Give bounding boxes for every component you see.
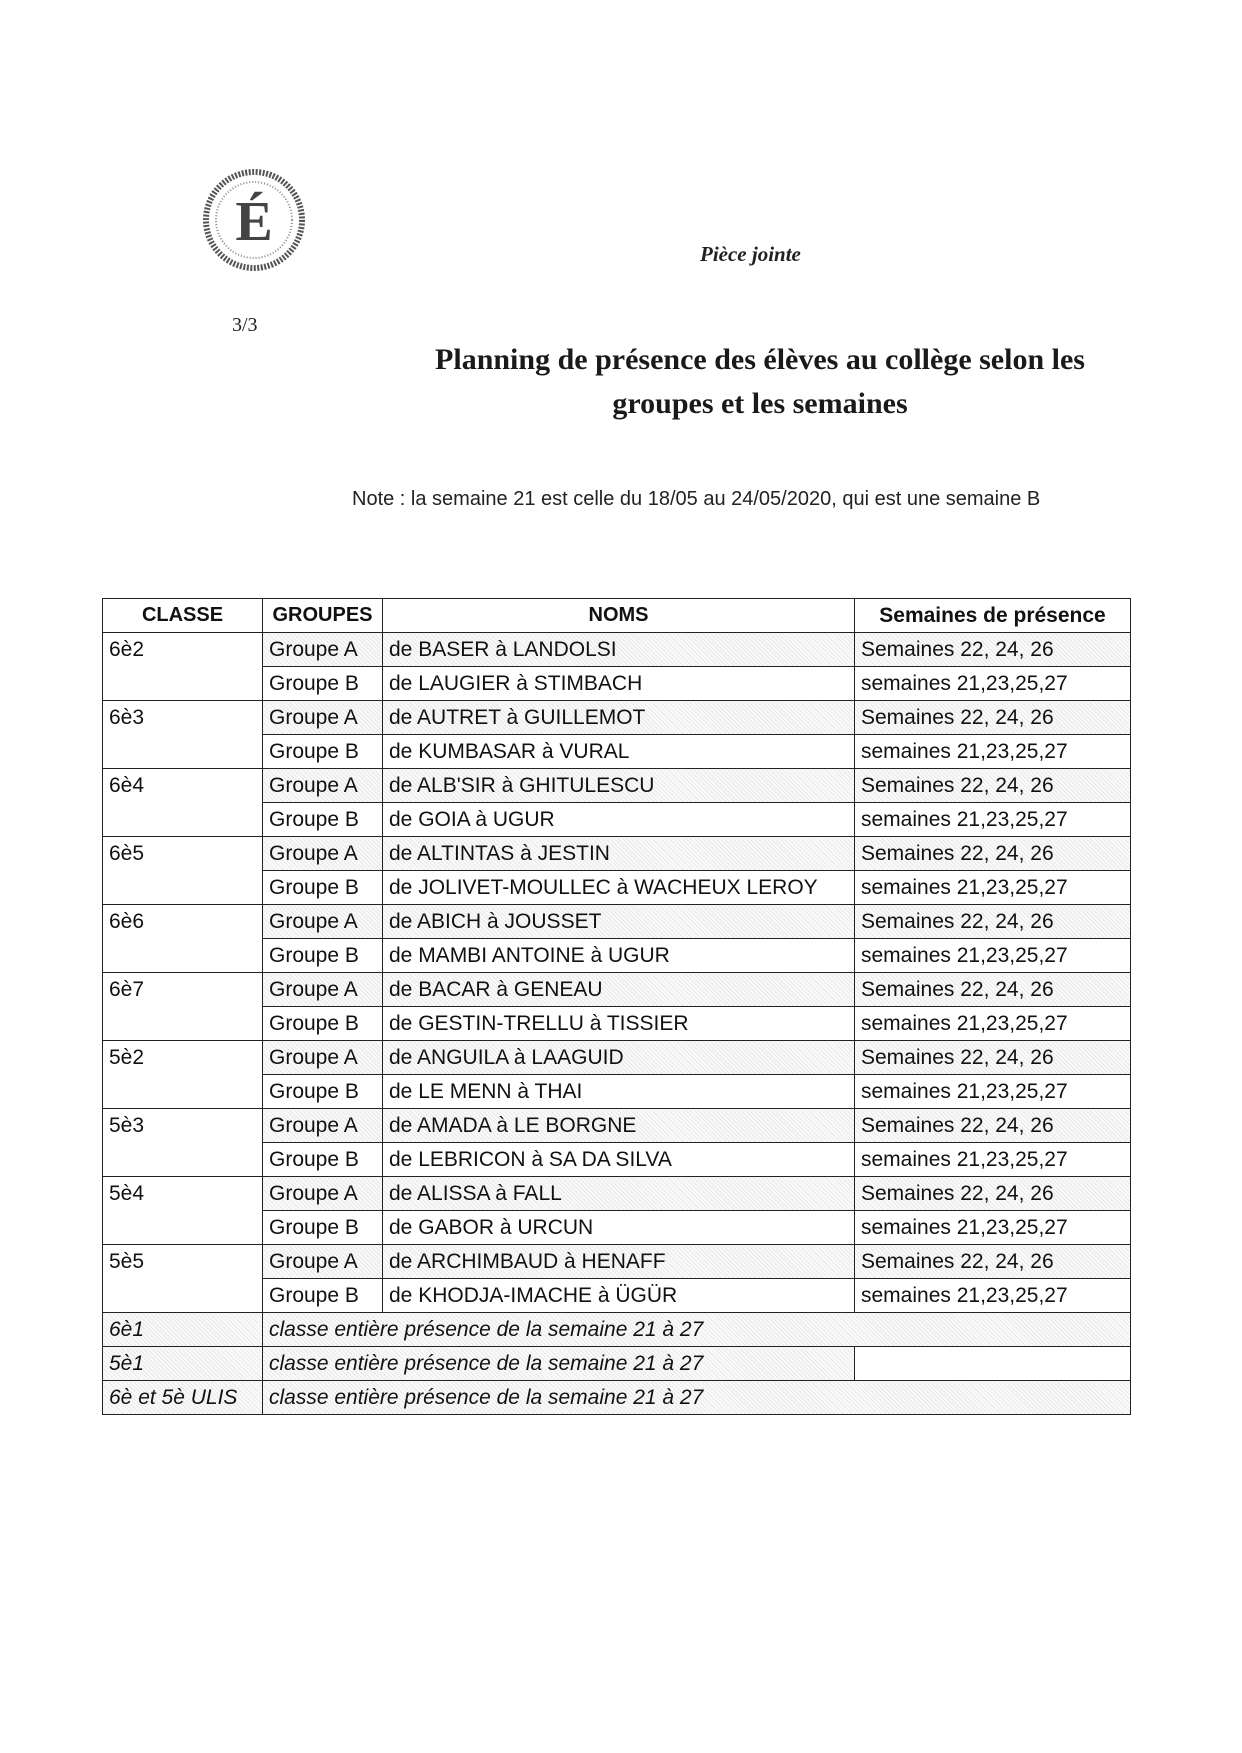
- cell-noms: de ANGUILA à LAAGUID: [383, 1041, 855, 1075]
- table-row: [103, 1041, 1131, 1075]
- cell-noms: de ALTINTAS à JESTIN: [383, 837, 855, 871]
- cell-groupe: Groupe A: [263, 1245, 383, 1279]
- cell-semaines: semaines 21,23,25,27: [855, 1143, 1131, 1177]
- cell-classe: 5è1: [103, 1347, 263, 1381]
- table-row-full-class: [103, 1313, 1131, 1347]
- cell-groupe: Groupe A: [263, 973, 383, 1007]
- cell-groupe: Groupe B: [263, 735, 383, 769]
- cell-classe: [103, 1075, 263, 1109]
- cell-classe: 5è5: [103, 1245, 263, 1279]
- table-row-full-class: [103, 1347, 1131, 1381]
- cell-noms: de AUTRET à GUILLEMOT: [383, 701, 855, 735]
- cell-noms: de LAUGIER à STIMBACH: [383, 667, 855, 701]
- table-row: [103, 939, 1131, 973]
- cell-classe: 6è et 5è ULIS: [103, 1381, 263, 1415]
- cell-full-class-text: classe entière présence de la semaine 21 à 27: [263, 1381, 1131, 1415]
- table-row: [103, 1143, 1131, 1177]
- table-row: [103, 1177, 1131, 1211]
- cell-noms: de KHODJA-IMACHE à ÜGÜR: [383, 1279, 855, 1313]
- cell-full-class-text: classe entière présence de la semaine 21 à 27: [263, 1313, 1131, 1347]
- cell-noms: de KUMBASAR à VURAL: [383, 735, 855, 769]
- cell-classe: [103, 803, 263, 837]
- cell-classe: [103, 735, 263, 769]
- cell-semaines: Semaines 22, 24, 26: [855, 1245, 1131, 1279]
- cell-semaines: Semaines 22, 24, 26: [855, 973, 1131, 1007]
- cell-noms: de BACAR à GENEAU: [383, 973, 855, 1007]
- table-row: [103, 769, 1131, 803]
- table-row: [103, 1075, 1131, 1109]
- cell-groupe: Groupe A: [263, 701, 383, 735]
- cell-groupe: Groupe B: [263, 871, 383, 905]
- cell-groupe: Groupe B: [263, 1007, 383, 1041]
- cell-empty: [855, 1347, 1131, 1381]
- cell-groupe: Groupe B: [263, 939, 383, 973]
- cell-semaines: semaines 21,23,25,27: [855, 1279, 1131, 1313]
- cell-full-class-text: classe entière présence de la semaine 21 à 27: [263, 1347, 855, 1381]
- cell-classe: [103, 667, 263, 701]
- table-row: [103, 633, 1131, 667]
- cell-noms: de MAMBI ANTOINE à UGUR: [383, 939, 855, 973]
- header-classe: CLASSE: [103, 599, 263, 633]
- cell-semaines: semaines 21,23,25,27: [855, 871, 1131, 905]
- cell-noms: de LEBRICON à SA DA SILVA: [383, 1143, 855, 1177]
- title-line-2: groupes et les semaines: [612, 387, 908, 420]
- cell-groupe: Groupe A: [263, 633, 383, 667]
- cell-groupe: Groupe A: [263, 1177, 383, 1211]
- cell-semaines: semaines 21,23,25,27: [855, 1007, 1131, 1041]
- cell-groupe: Groupe A: [263, 769, 383, 803]
- cell-groupe: Groupe B: [263, 1211, 383, 1245]
- cell-classe: 6è2: [103, 633, 263, 667]
- cell-noms: de GOIA à UGUR: [383, 803, 855, 837]
- cell-semaines: Semaines 22, 24, 26: [855, 905, 1131, 939]
- table-row: [103, 735, 1131, 769]
- cell-classe: 6è5: [103, 837, 263, 871]
- cell-noms: de ALB'SIR à GHITULESCU: [383, 769, 855, 803]
- cell-groupe: Groupe B: [263, 1279, 383, 1313]
- cell-classe: [103, 1279, 263, 1313]
- cell-classe: 6è3: [103, 701, 263, 735]
- cell-groupe: Groupe B: [263, 1143, 383, 1177]
- cell-semaines: semaines 21,23,25,27: [855, 939, 1131, 973]
- table-row: [103, 1007, 1131, 1041]
- cell-groupe: Groupe B: [263, 803, 383, 837]
- cell-classe: [103, 1007, 263, 1041]
- table-row: [103, 837, 1131, 871]
- table-body: [103, 633, 1131, 1415]
- header-noms: NOMS: [383, 599, 855, 633]
- cell-semaines: semaines 21,23,25,27: [855, 803, 1131, 837]
- cell-classe: 5è2: [103, 1041, 263, 1075]
- cell-noms: de ALISSA à FALL: [383, 1177, 855, 1211]
- page-number: 3/3: [232, 314, 258, 336]
- table-row: [103, 973, 1131, 1007]
- planning-table: [102, 598, 1131, 1415]
- cell-semaines: Semaines 22, 24, 26: [855, 837, 1131, 871]
- table-row: [103, 871, 1131, 905]
- page-title: [360, 338, 1160, 426]
- cell-classe: 6è7: [103, 973, 263, 1007]
- cell-classe: 5è4: [103, 1177, 263, 1211]
- cell-classe: 6è1: [103, 1313, 263, 1347]
- cell-semaines: Semaines 22, 24, 26: [855, 1109, 1131, 1143]
- attachment-label: Pièce jointe: [700, 242, 801, 266]
- table-row: [103, 1211, 1131, 1245]
- logo-letter: É: [235, 191, 273, 253]
- cell-semaines: semaines 21,23,25,27: [855, 1211, 1131, 1245]
- cell-semaines: Semaines 22, 24, 26: [855, 701, 1131, 735]
- cell-noms: de GABOR à URCUN: [383, 1211, 855, 1245]
- cell-classe: 6è6: [103, 905, 263, 939]
- note-text: Note : la semaine 21 est celle du 18/05 au 24/05/2020, qui est une semaine B: [352, 488, 1041, 510]
- table-row: [103, 1279, 1131, 1313]
- cell-classe: [103, 871, 263, 905]
- table-row: [103, 1245, 1131, 1279]
- cell-noms: de GESTIN-TRELLU à TISSIER: [383, 1007, 855, 1041]
- title-line-1: Planning de présence des élèves au collège selon les: [435, 343, 1085, 376]
- cell-semaines: Semaines 22, 24, 26: [855, 769, 1131, 803]
- cell-noms: de JOLIVET-MOULLEC à WACHEUX LEROY: [383, 871, 855, 905]
- table-row: [103, 803, 1131, 837]
- cell-classe: [103, 1211, 263, 1245]
- table-row: [103, 667, 1131, 701]
- cell-classe: [103, 939, 263, 973]
- cell-noms: de ABICH à JOUSSET: [383, 905, 855, 939]
- cell-noms: de LE MENN à THAI: [383, 1075, 855, 1109]
- cell-classe: [103, 1143, 263, 1177]
- header-groupes: GROUPES: [263, 599, 383, 633]
- cell-semaines: Semaines 22, 24, 26: [855, 1041, 1131, 1075]
- cell-semaines: semaines 21,23,25,27: [855, 1075, 1131, 1109]
- cell-noms: de BASER à LANDOLSI: [383, 633, 855, 667]
- cell-groupe: Groupe A: [263, 905, 383, 939]
- cell-groupe: Groupe A: [263, 1109, 383, 1143]
- republique-seal-logo: [198, 160, 310, 272]
- cell-semaines: semaines 21,23,25,27: [855, 735, 1131, 769]
- cell-noms: de ARCHIMBAUD à HENAFF: [383, 1245, 855, 1279]
- cell-classe: 6è4: [103, 769, 263, 803]
- table-row-full-class: [103, 1381, 1131, 1415]
- cell-groupe: Groupe B: [263, 667, 383, 701]
- cell-noms: de AMADA à LE BORGNE: [383, 1109, 855, 1143]
- cell-groupe: Groupe A: [263, 837, 383, 871]
- table-row: [103, 1109, 1131, 1143]
- cell-classe: 5è3: [103, 1109, 263, 1143]
- table-row: [103, 905, 1131, 939]
- cell-groupe: Groupe B: [263, 1075, 383, 1109]
- cell-semaines: Semaines 22, 24, 26: [855, 1177, 1131, 1211]
- header-semaines: Semaines de présence: [855, 599, 1131, 633]
- table-row: [103, 701, 1131, 735]
- cell-groupe: Groupe A: [263, 1041, 383, 1075]
- table-header-row: [103, 599, 1131, 633]
- cell-semaines: semaines 21,23,25,27: [855, 667, 1131, 701]
- cell-semaines: Semaines 22, 24, 26: [855, 633, 1131, 667]
